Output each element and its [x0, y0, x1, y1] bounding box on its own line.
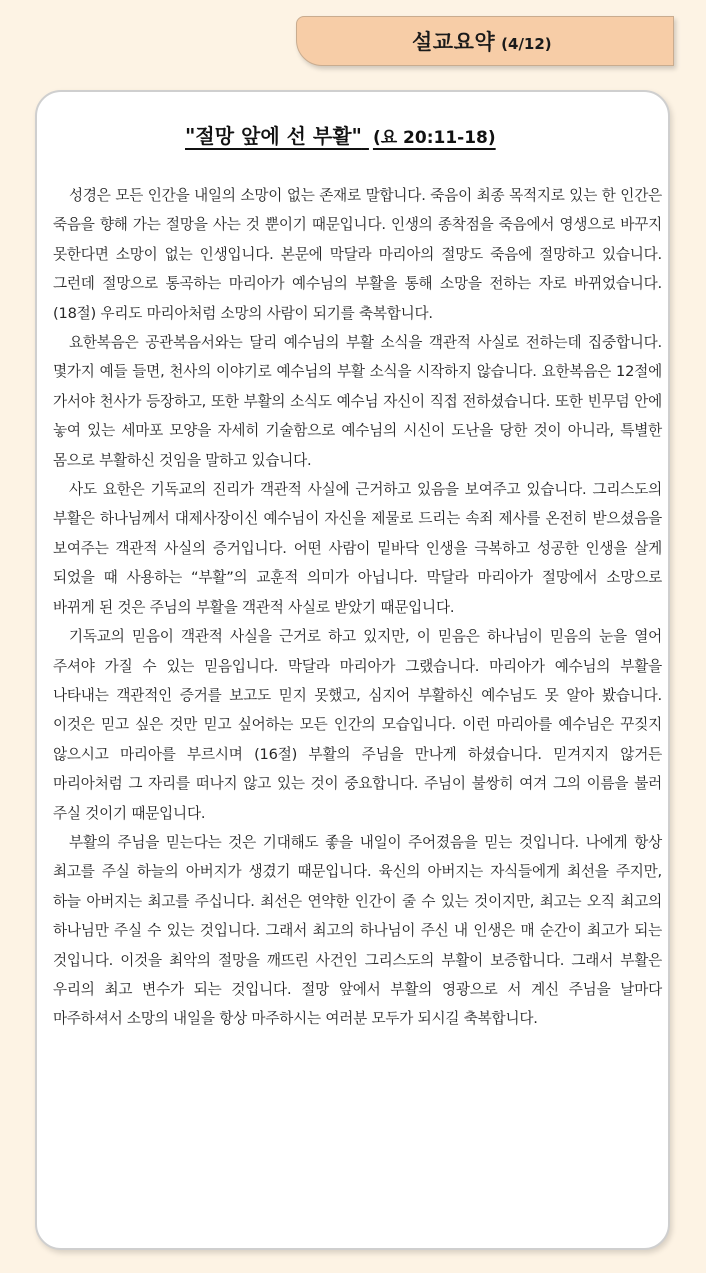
paragraph: 요한복음은 공관복음서와는 달리 예수님의 부활 소식을 객관적 사실로 전하는데 집중합니다. 몇가지 예들 들면, 천사의 이야기로 예수님의 부활 소식을 시작하지 않습니다. 요한복음은 12절에 가서야 천사가 등장하고, 또한 부활의 소식도 예수님 자신이 직접 전하셨습니다. 또한 빈무덤 안에 놓여 있는 세마포 모양을 자세히 기술함으로 예수님의 시신이 도난을 당한 것이 아니라, 특별한 몸으로 부활하신 것임을 말하고 있습니다. [53, 334, 662, 469]
sermon-title-text: "절망 앞에 선 부활" [185, 124, 362, 148]
sermon-title [185, 120, 496, 149]
header-title [412, 26, 552, 56]
sermon-body [53, 181, 662, 1034]
scripture-reference: (요 20:11-18) [372, 128, 496, 148]
paragraph: 사도 요한은 기독교의 진리가 객관적 사실에 근거하고 있음을 보여주고 있습니다. 그리스도의 부활은 하나님께서 대제사장이신 예수님이 자신을 제물로 드리는 속죄 제사를 온전히 받으셨음을 보여주는 객관적 사실의 증거입니다. 어떤 사람이 밑바닥 인생을 극복하고 성공한 인생을 살게 되었을 때 사용하는 “부활”의 교훈적 의미가 아닙니다. 막달라 마리아가 절망에서 소망으로 바뀌게 된 것은 주님의 부활을 객관적 사실로 받았기 때문입니다. [53, 481, 662, 616]
header-page-count: (4/12) [501, 35, 552, 53]
paragraph: 기독교의 믿음이 객관적 사실을 근거로 하고 있지만, 이 믿음은 하나님이 믿음의 눈을 열어 주셔야 가질 수 있는 믿음입니다. 막달라 마리아가 그랬습니다. 마리아가 예수님의 부활을 나타내는 객관적인 증거를 보고도 믿지 못했고, 심지어 부활하신 예수님도 못 알아 봤습니다. 이것은 믿고 싶은 것만 믿고 싶어하는 모든 인간의 모습입니다. 이런 마리아를 예수님은 꾸짖지 않으시고 마리아를 부르시며 (16절) 부활의 주님을 만나게 하셨습니다. 믿겨지지 않거든 마리아처럼 그 자리를 떠나지 않고 있는 것이 중요합니다. 주님이 불쌍히 여겨 그의 이름을 불러 주실 것이기 때문입니다. [53, 628, 662, 822]
paragraph: 부활의 주님을 믿는다는 것은 기대해도 좋을 내일이 주어졌음을 믿는 것입니다. 나에게 항상 최고를 주실 하늘의 아버지가 생겼기 때문입니다. 육신의 아버지는 자식들에게 최선을 주지만, 하늘 아버지는 최고를 주십니다. 최선은 연약한 인간이 줄 수 있는 것이지만, 최고는 오직 최고의 하나님만 주실 수 있는 것입니다. 그래서 최고의 하나님이 주신 내 인생은 매 순간이 최고가 되는 것입니다. 이것을 최악의 절망을 깨뜨린 사건인 그리스도의 부활이 보증합니다. 그래서 부활은 우리의 최고 변수가 되는 것입니다. 절망 앞에서 부활의 영광으로 서 계신 주님을 날마다 마주하셔서 소망의 내일을 항상 마주하시는 여러분 모두가 되시길 축복합니다. [53, 833, 662, 1028]
paragraph: 성경은 모든 인간을 내일의 소망이 없는 존재로 말합니다. 죽음이 최종 목적지로 있는 한 인간은 죽음을 향해 가는 절망을 사는 것 뿐이기 때문입니다. 인생의 종착점을 죽음에서 영생으로 바꾸지 못한다면 소망이 없는 인생입니다. 본문에 막달라 마리아의 절망도 죽음에 절망하고 있습니다. 그런데 절망으로 통곡하는 마리아가 예수님의 부활을 통해 소망을 전하는 자로 바뀌었습니다. (18절) 우리도 마리아처럼 소망의 사람이 되기를 축복합니다. [53, 187, 662, 322]
header-title-text: 설교요약 [412, 30, 496, 54]
